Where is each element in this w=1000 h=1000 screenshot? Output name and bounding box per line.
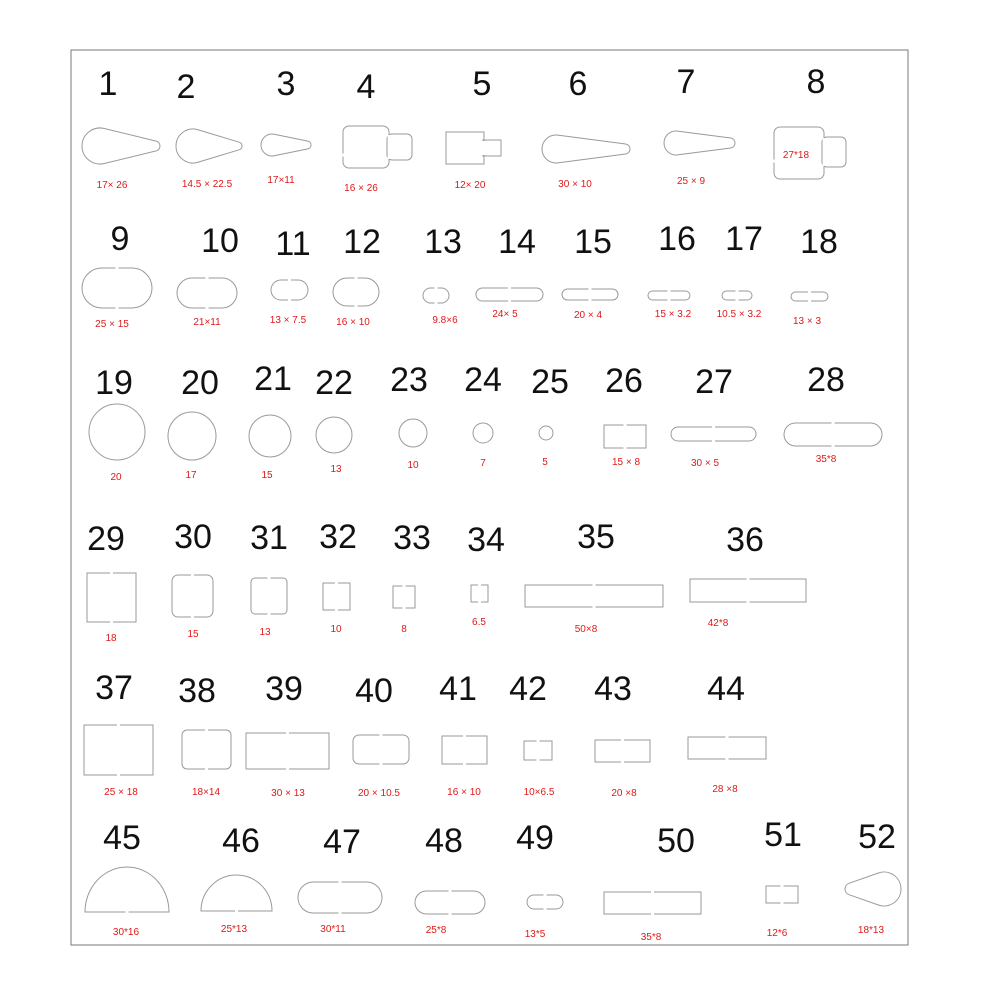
part-number-label: 21 — [254, 360, 292, 398]
part-number-label: 13 — [424, 223, 462, 261]
part-number-label: 4 — [356, 68, 376, 106]
part-number-label: 9 — [110, 220, 130, 258]
part-number-label: 12 — [343, 223, 381, 261]
part-number-label: 37 — [95, 669, 133, 707]
part-size-label: 10×6.5 — [523, 787, 555, 798]
part-size-label: 15 — [187, 629, 199, 640]
part-size-label: 9.8×6 — [432, 315, 458, 326]
part-number-label: 47 — [323, 823, 361, 861]
part-size-label: 13 — [259, 627, 271, 638]
part-number-label: 27 — [695, 363, 733, 401]
part-number-label: 42 — [509, 670, 547, 708]
part-number-label: 5 — [472, 65, 492, 103]
part-size-label: 18 — [105, 633, 117, 644]
part-number-label: 35 — [577, 518, 615, 556]
part-size-label: 35*8 — [815, 454, 837, 465]
part-size-label: 18×14 — [191, 787, 221, 798]
part-number-label: 24 — [464, 361, 502, 399]
part-number-label: 38 — [178, 672, 216, 710]
part-size-label: 13 × 3 — [792, 316, 822, 327]
part-size-label: 10 — [407, 460, 419, 471]
part-number-label: 48 — [425, 822, 463, 860]
part-size-label: 20 — [110, 472, 122, 483]
part-size-label: 30*11 — [320, 924, 346, 935]
part-size-label: 12× 20 — [454, 180, 486, 191]
part-number-label: 41 — [439, 670, 477, 708]
part-number-label: 33 — [393, 519, 431, 557]
part-number-label: 51 — [764, 816, 802, 854]
part-size-label: 15 × 3.2 — [654, 309, 692, 320]
part-size-label: 13 × 7.5 — [269, 315, 307, 326]
part-number-label: 16 — [658, 220, 696, 258]
part-size-label: 17× 26 — [96, 180, 128, 191]
part-size-label: 15 × 8 — [611, 457, 641, 468]
part-size-label: 24× 5 — [492, 309, 518, 320]
part-number-label: 28 — [807, 361, 845, 399]
part-number-label: 2 — [176, 68, 196, 106]
part-size-label: 20 × 10.5 — [358, 788, 400, 799]
part-number-label: 18 — [800, 223, 838, 261]
part-size-label: 50×8 — [574, 624, 598, 635]
part-number-label: 31 — [250, 519, 288, 557]
part-size-label: 25 × 9 — [676, 176, 706, 187]
part-number-label: 36 — [726, 521, 764, 559]
part-number-label: 44 — [707, 670, 745, 708]
part-size-label: 30 × 5 — [690, 458, 720, 469]
part-number-label: 10 — [201, 222, 239, 260]
part-size-label: 10 — [330, 624, 342, 635]
part-number-label: 19 — [95, 364, 133, 402]
part-size-label: 30*16 — [112, 927, 140, 938]
part-number-label: 6 — [568, 65, 588, 103]
part-size-label: 25 × 15 — [95, 319, 129, 330]
part-number-label: 8 — [806, 63, 826, 101]
part-size-label: 25*8 — [425, 925, 447, 936]
part-size-label: 15 — [261, 470, 273, 481]
part-number-label: 29 — [87, 520, 125, 558]
part-number-label: 23 — [390, 361, 428, 399]
part-size-label: 30 × 13 — [271, 788, 305, 799]
part-number-label: 25 — [531, 363, 569, 401]
part-number-label: 15 — [574, 223, 612, 261]
part-size-label: 10.5 × 3.2 — [716, 309, 762, 320]
part-size-label: 25*13 — [220, 924, 248, 935]
part-size-label: 6.5 — [472, 617, 486, 628]
part-number-label: 46 — [222, 822, 260, 860]
part-number-label: 3 — [276, 65, 296, 103]
part-size-label: 8 — [401, 624, 407, 635]
part-number-label: 7 — [676, 63, 696, 101]
part-size-label: 13 — [330, 464, 342, 475]
part-number-label: 14 — [498, 223, 536, 261]
part-size-label: 7 — [480, 458, 486, 469]
part-number-label: 20 — [181, 364, 219, 402]
part-number-label: 49 — [516, 819, 554, 857]
part-number-label: 34 — [467, 521, 505, 559]
part-number-label: 45 — [103, 819, 141, 857]
part-number-label: 1 — [98, 65, 118, 103]
part-size-label: 20 × 4 — [573, 310, 603, 321]
part-size-label: 25 × 18 — [104, 787, 138, 798]
part-size-label: 17×11 — [267, 175, 295, 186]
part-size-label: 14.5 × 22.5 — [181, 179, 233, 190]
part-number-label: 22 — [315, 364, 353, 402]
part-size-label: 35*8 — [640, 932, 662, 943]
part-size-label: 21×11 — [193, 317, 221, 328]
part-number-label: 11 — [275, 225, 311, 263]
part-number-label: 30 — [174, 518, 212, 556]
part-size-label: 28 ×8 — [712, 784, 738, 795]
part-size-label: 20 ×8 — [611, 788, 637, 799]
part-number-label: 39 — [265, 670, 303, 708]
part-number-label: 43 — [594, 670, 632, 708]
part-size-label: 12*6 — [766, 928, 788, 939]
part-size-label: 13*5 — [524, 929, 546, 940]
part-size-label: 16 × 10 — [336, 317, 370, 328]
part-number-label: 52 — [858, 818, 896, 856]
part-size-label: 18*13 — [857, 925, 885, 936]
part-number-label: 40 — [355, 672, 393, 710]
part-size-label: 42*8 — [707, 618, 729, 629]
part-size-label: 30 × 10 — [558, 179, 592, 190]
part-size-label: 27*18 — [782, 150, 810, 161]
part-size-label: 16 × 10 — [447, 787, 481, 798]
part-number-label: 32 — [319, 518, 357, 556]
part-size-label: 17 — [185, 470, 197, 481]
part-number-label: 26 — [605, 362, 643, 400]
part-size-label: 5 — [542, 457, 548, 468]
part-number-label: 50 — [657, 822, 695, 860]
part-number-label: 17 — [725, 220, 763, 258]
part-size-label: 16 × 26 — [344, 183, 378, 194]
